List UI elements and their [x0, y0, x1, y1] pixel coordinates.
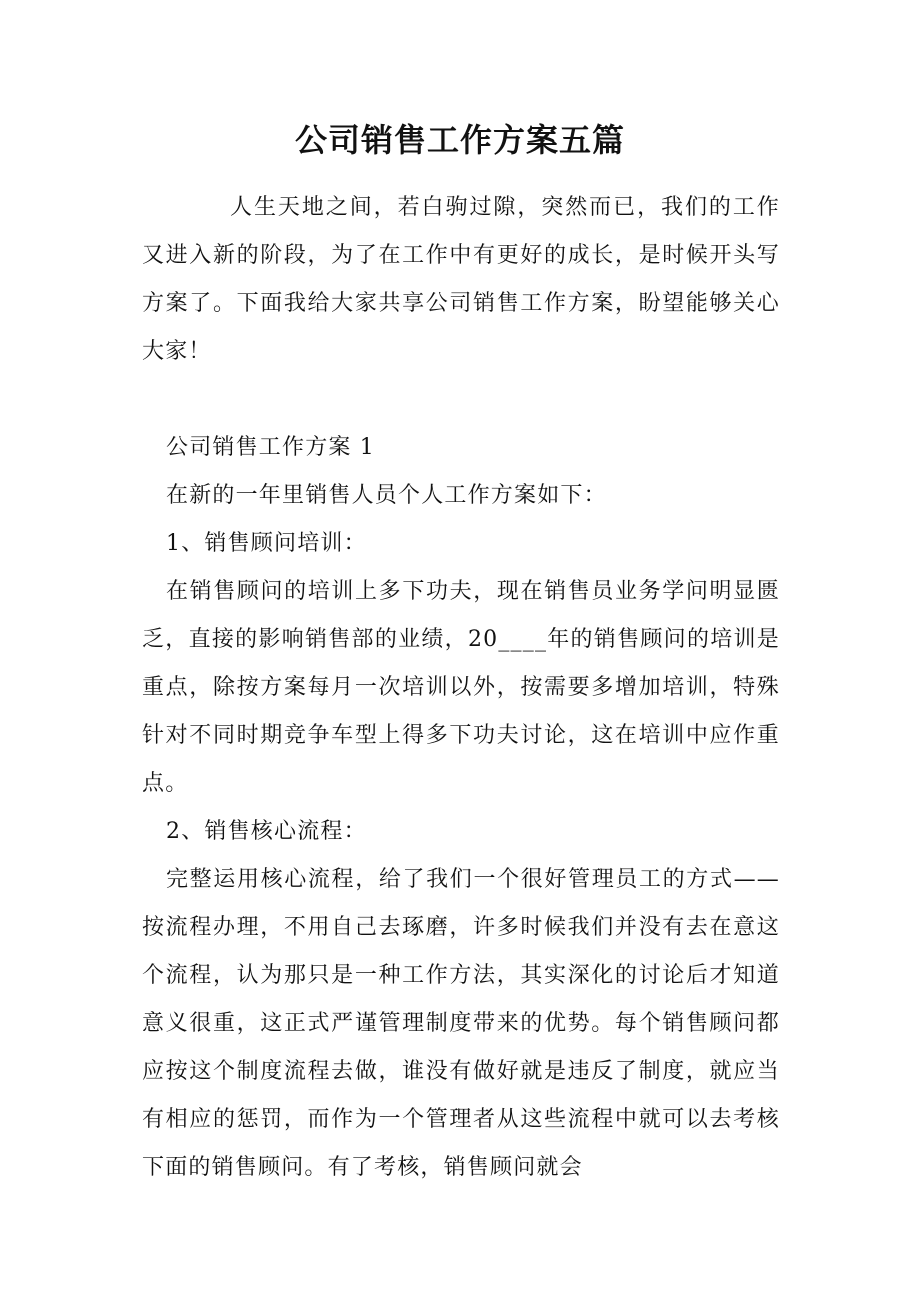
intro-paragraph: 人生天地之间，若白驹过隙，突然而已，我们的工作又进入新的阶段，为了在工作中有更好的成长，是时候开头写方案了。下面我给大家共享公司销售工作方案，盼望能够关心大家！: [142, 195, 780, 364]
body-paragraph: 在销售顾问的培训上多下功夫，现在销售员业务学问明显匮乏，直接的影响销售部的业绩，20____年的销售顾问的培训是重点，除按方案每月一次培训以外，按需要多增加培训，特殊针对不同时期竞争车型上得多下功夫讨论，这在培训中应作重点。: [142, 579, 780, 796]
document-body: [142, 424, 780, 1192]
body-paragraph: 完整运用核心流程，给了我们一个很好管理员工的方式——按流程办理，不用自己去琢磨，许多时候我们并没有去在意这个流程，认为那只是一种工作方法，其实深化的讨论后才知道意义很重，这正式严谨管理制度带来的优势。每个销售顾问都应按这个制度流程去做，谁没有做好就是违反了制度，就应当有相应的惩罚，而作为一个管理者从这些流程中就可以去考核下面的销售顾问。有了考核，销售顾问就会: [142, 867, 780, 1180]
document-title: 公司销售工作方案五篇: [294, 121, 625, 159]
body-paragraph: 在新的一年里销售人员个人工作方案如下：: [166, 483, 607, 508]
section-heading: 公司销售工作方案 1: [166, 435, 375, 460]
list-heading-1: 1、销售顾问培训：: [166, 531, 367, 556]
list-heading-2: 2、销售核心流程：: [166, 819, 367, 844]
